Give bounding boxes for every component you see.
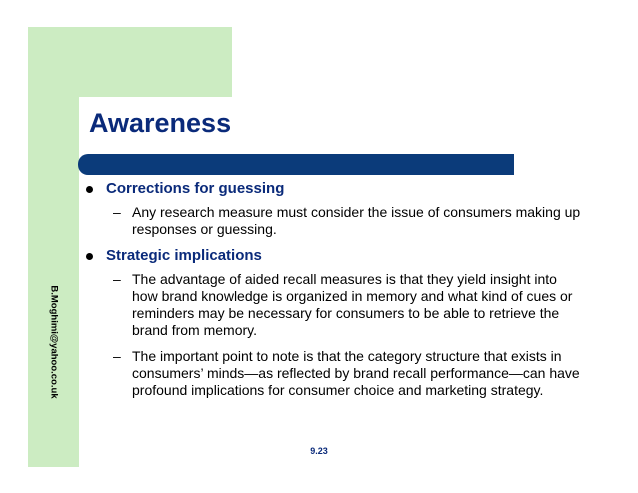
bullet-text: Corrections for guessing: [106, 180, 285, 197]
sub-text: The advantage of aided recall measures is that they yield insight into how brand knowledge is organized in memory and what kind of cues or reminders may be necessary for consumers to be able to retrieve the brand from memory.: [132, 271, 573, 338]
bullet-item: [86, 180, 586, 198]
bullet-item: [86, 247, 586, 265]
bullet-icon: [86, 253, 93, 260]
sub-text: The important point to note is that the category structure that exists in consumers’ minds—as reflected by brand recall performance—can have profound implications for consumer choice and marketing strategy.: [132, 348, 580, 398]
sub-item: [86, 204, 586, 238]
bullet-text: Strategic implications: [106, 247, 262, 264]
slide-content: [86, 180, 586, 408]
sub-item: [86, 271, 586, 339]
author-email: B.Moghimi@yahoo.co.uk: [48, 285, 60, 399]
bullet-icon: [86, 186, 93, 193]
sub-item: [86, 348, 586, 399]
dash-icon: –: [113, 348, 121, 364]
sub-text: Any research measure must consider the issue of consumers making up responses or guessing.: [132, 204, 581, 237]
title-bar: [78, 154, 514, 175]
top-panel: [28, 27, 232, 97]
dash-icon: –: [113, 204, 121, 220]
page-number: 9.23: [310, 446, 328, 456]
slide-title: Awareness: [89, 108, 232, 138]
dash-icon: –: [113, 271, 121, 287]
